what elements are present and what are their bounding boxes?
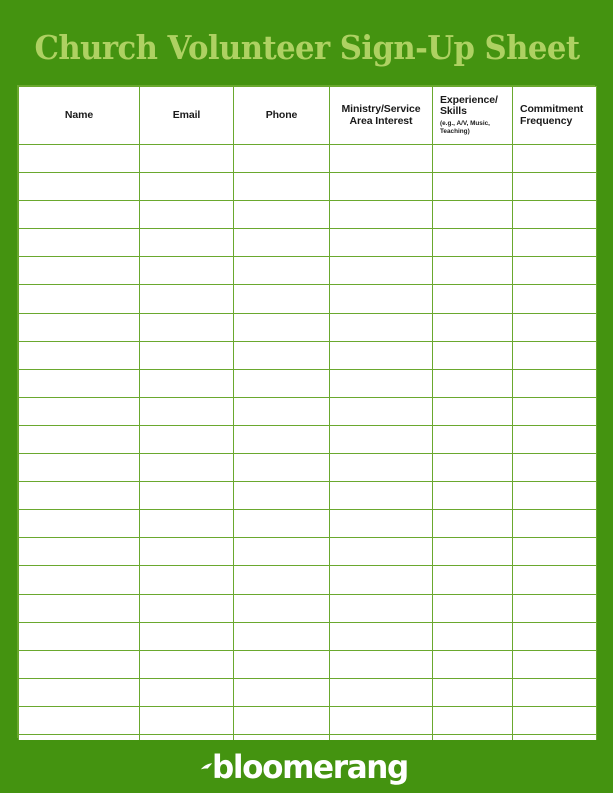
table-cell-ministry[interactable] (330, 145, 433, 173)
table-cell-name[interactable] (19, 369, 140, 397)
table-cell-ministry[interactable] (330, 594, 433, 622)
table-cell-phone[interactable] (234, 678, 330, 706)
table-cell-phone[interactable] (234, 538, 330, 566)
table-header-row (19, 87, 597, 145)
table-cell-email[interactable] (140, 482, 234, 510)
table-cell-ministry[interactable] (330, 706, 433, 734)
table-cell-name[interactable] (19, 510, 140, 538)
table-row (19, 369, 597, 397)
table-cell-phone[interactable] (234, 594, 330, 622)
table-cell-experience[interactable] (433, 425, 513, 453)
table-cell-ministry[interactable] (330, 397, 433, 425)
table-row (19, 173, 597, 201)
table-cell-commitment[interactable] (513, 369, 597, 397)
table-cell-email[interactable] (140, 201, 234, 229)
table-cell-phone[interactable] (234, 425, 330, 453)
table-row (19, 678, 597, 706)
table-cell-name[interactable] (19, 650, 140, 678)
table-cell-name[interactable] (19, 482, 140, 510)
table-cell-name[interactable] (19, 706, 140, 734)
table-cell-experience[interactable] (433, 622, 513, 650)
table-cell-commitment[interactable] (513, 173, 597, 201)
table-row (19, 313, 597, 341)
column-header-commitment-label: Commitment Frequency (520, 102, 584, 127)
table-row (19, 341, 597, 369)
table-cell-email[interactable] (140, 369, 234, 397)
table-cell-name[interactable] (19, 454, 140, 482)
column-header-ministry (330, 87, 433, 145)
table-cell-name[interactable] (19, 173, 140, 201)
table-cell-ministry[interactable] (330, 285, 433, 313)
table-cell-email[interactable] (140, 622, 234, 650)
table-row (19, 397, 597, 425)
table-cell-email[interactable] (140, 706, 234, 734)
table-cell-name[interactable] (19, 285, 140, 313)
table-cell-commitment[interactable] (513, 510, 597, 538)
bloomerang-wordmark: bloomerang (211, 747, 408, 786)
table-row (19, 594, 597, 622)
table-cell-commitment[interactable] (513, 594, 597, 622)
table-row (19, 650, 597, 678)
table-cell-experience[interactable] (433, 566, 513, 594)
table-row (19, 425, 597, 453)
table-row (19, 566, 597, 594)
table-cell-experience[interactable] (433, 510, 513, 538)
table-cell-experience[interactable] (433, 313, 513, 341)
column-header-phone (234, 87, 330, 145)
table-row (19, 482, 597, 510)
table-cell-phone[interactable] (234, 454, 330, 482)
table-cell-commitment[interactable] (513, 482, 597, 510)
table-cell-ministry[interactable] (330, 369, 433, 397)
table-cell-phone[interactable] (234, 341, 330, 369)
table-cell-experience[interactable] (433, 201, 513, 229)
table-cell-experience[interactable] (433, 397, 513, 425)
table-cell-email[interactable] (140, 678, 234, 706)
table-cell-phone[interactable] (234, 229, 330, 257)
table-cell-experience[interactable] (433, 229, 513, 257)
boomerang-icon (200, 757, 213, 779)
table-row (19, 454, 597, 482)
table-cell-commitment[interactable] (513, 285, 597, 313)
page-title: Church Volunteer Sign-Up Sheet (34, 27, 579, 67)
table-cell-name[interactable] (19, 229, 140, 257)
table-cell-experience[interactable] (433, 650, 513, 678)
table-cell-phone[interactable] (234, 285, 330, 313)
table-cell-email[interactable] (140, 229, 234, 257)
column-header-email-label: Email (172, 108, 201, 121)
table-cell-experience[interactable] (433, 678, 513, 706)
table-cell-ministry[interactable] (330, 201, 433, 229)
table-cell-ministry[interactable] (330, 622, 433, 650)
column-header-name (19, 87, 140, 145)
table-cell-email[interactable] (140, 566, 234, 594)
table-cell-phone[interactable] (234, 510, 330, 538)
table-cell-name[interactable] (19, 538, 140, 566)
table-cell-phone[interactable] (234, 369, 330, 397)
table-row (19, 510, 597, 538)
table-cell-name[interactable] (19, 594, 140, 622)
table-cell-email[interactable] (140, 313, 234, 341)
table-row (19, 257, 597, 285)
table-cell-commitment[interactable] (513, 229, 597, 257)
table-cell-phone[interactable] (234, 482, 330, 510)
table-cell-phone[interactable] (234, 622, 330, 650)
table-cell-commitment[interactable] (513, 201, 597, 229)
table-row (19, 538, 597, 566)
table-cell-commitment[interactable] (513, 706, 597, 734)
table-cell-name[interactable] (19, 341, 140, 369)
page-title-bar (0, 18, 613, 76)
table-cell-ministry[interactable] (330, 341, 433, 369)
table-cell-experience[interactable] (433, 173, 513, 201)
footer (0, 740, 613, 793)
table-cell-phone[interactable] (234, 145, 330, 173)
signup-table-container (17, 85, 595, 738)
table-cell-phone[interactable] (234, 650, 330, 678)
table-cell-experience[interactable] (433, 706, 513, 734)
table-cell-name[interactable] (19, 145, 140, 173)
table-row (19, 201, 597, 229)
table-cell-email[interactable] (140, 594, 234, 622)
table-cell-ministry[interactable] (330, 425, 433, 453)
signup-table (18, 86, 597, 763)
table-cell-commitment[interactable] (513, 145, 597, 173)
table-header (19, 87, 597, 145)
table-cell-name[interactable] (19, 397, 140, 425)
table-cell-email[interactable] (140, 538, 234, 566)
table-cell-commitment[interactable] (513, 622, 597, 650)
table-cell-name[interactable] (19, 257, 140, 285)
table-row (19, 285, 597, 313)
column-header-experience-label: Experience/ Skills (440, 93, 498, 118)
column-header-experience (433, 87, 513, 145)
table-cell-commitment[interactable] (513, 341, 597, 369)
table-cell-ministry[interactable] (330, 454, 433, 482)
table-cell-ministry[interactable] (330, 678, 433, 706)
table-row (19, 145, 597, 173)
table-cell-name[interactable] (19, 425, 140, 453)
column-header-phone-label: Phone (265, 108, 298, 121)
table-cell-phone[interactable] (234, 706, 330, 734)
table-cell-experience[interactable] (433, 257, 513, 285)
table-cell-experience[interactable] (433, 145, 513, 173)
table-cell-ministry[interactable] (330, 173, 433, 201)
bloomerang-logo (200, 747, 414, 786)
table-row (19, 622, 597, 650)
table-cell-name[interactable] (19, 566, 140, 594)
table-cell-commitment[interactable] (513, 257, 597, 285)
table-cell-commitment[interactable] (513, 538, 597, 566)
table-cell-experience[interactable] (433, 285, 513, 313)
table-cell-commitment[interactable] (513, 454, 597, 482)
table-cell-ministry[interactable] (330, 229, 433, 257)
table-cell-phone[interactable] (234, 566, 330, 594)
table-cell-ministry[interactable] (330, 566, 433, 594)
column-header-commitment (513, 87, 597, 145)
table-cell-email[interactable] (140, 397, 234, 425)
table-cell-commitment[interactable] (513, 397, 597, 425)
table-cell-phone[interactable] (234, 397, 330, 425)
table-cell-experience[interactable] (433, 482, 513, 510)
column-header-experience-hint: (e.g., A/V, Music, Teaching) (440, 120, 490, 136)
column-header-name-label: Name (64, 108, 94, 121)
table-cell-ministry[interactable] (330, 257, 433, 285)
table-cell-name[interactable] (19, 622, 140, 650)
column-header-email (140, 87, 234, 145)
table-cell-experience[interactable] (433, 454, 513, 482)
table-cell-commitment[interactable] (513, 425, 597, 453)
table-cell-experience[interactable] (433, 369, 513, 397)
table-cell-phone[interactable] (234, 201, 330, 229)
table-cell-email[interactable] (140, 454, 234, 482)
table-cell-email[interactable] (140, 341, 234, 369)
table-cell-ministry[interactable] (330, 650, 433, 678)
table-cell-ministry[interactable] (330, 482, 433, 510)
table-cell-name[interactable] (19, 313, 140, 341)
table-cell-commitment[interactable] (513, 313, 597, 341)
table-cell-name[interactable] (19, 201, 140, 229)
table-cell-experience[interactable] (433, 538, 513, 566)
table-cell-phone[interactable] (234, 313, 330, 341)
table-cell-commitment[interactable] (513, 566, 597, 594)
table-cell-experience[interactable] (433, 594, 513, 622)
table-cell-ministry[interactable] (330, 510, 433, 538)
table-cell-email[interactable] (140, 173, 234, 201)
table-cell-commitment[interactable] (513, 678, 597, 706)
table-cell-email[interactable] (140, 257, 234, 285)
table-cell-email[interactable] (140, 650, 234, 678)
table-cell-phone[interactable] (234, 257, 330, 285)
column-header-ministry-label: Ministry/Service Area Interest (341, 102, 421, 127)
table-cell-ministry[interactable] (330, 313, 433, 341)
table-cell-email[interactable] (140, 425, 234, 453)
table-row (19, 706, 597, 734)
table-cell-email[interactable] (140, 285, 234, 313)
table-cell-email[interactable] (140, 145, 234, 173)
table-cell-email[interactable] (140, 510, 234, 538)
table-body (19, 145, 597, 763)
table-cell-commitment[interactable] (513, 650, 597, 678)
table-cell-ministry[interactable] (330, 538, 433, 566)
table-cell-experience[interactable] (433, 341, 513, 369)
table-cell-name[interactable] (19, 678, 140, 706)
table-row (19, 229, 597, 257)
table-cell-phone[interactable] (234, 173, 330, 201)
